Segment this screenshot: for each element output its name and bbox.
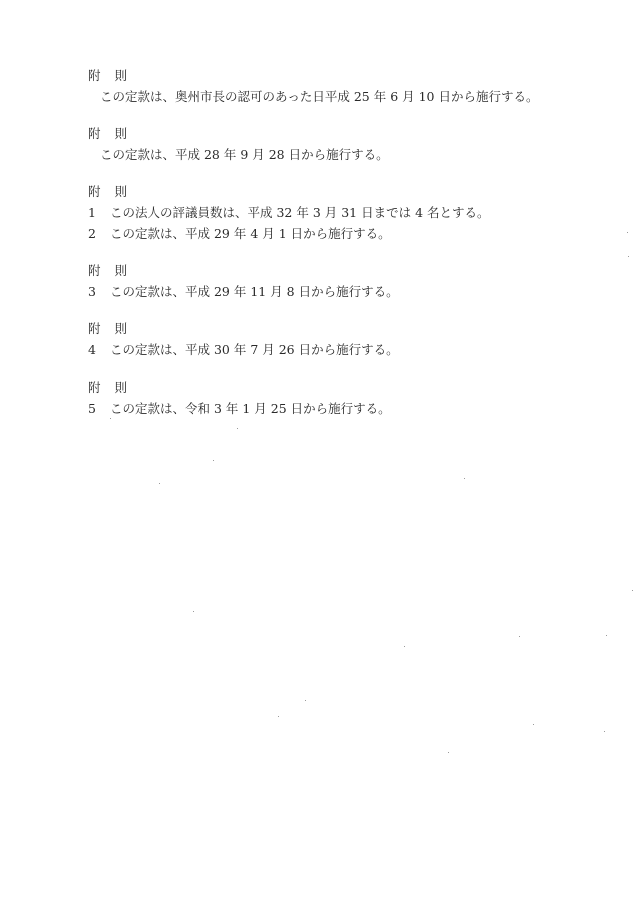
provision-line (88, 339, 608, 360)
heading-char-1: 附 (88, 126, 101, 141)
heading-char-2: 則 (114, 68, 128, 83)
section-heading (88, 124, 608, 144)
scan-speck (404, 646, 405, 647)
scan-speck (519, 636, 520, 637)
provision-text: この法人の評議員数は、平成 32 年 3 月 31 日までは 4 名とする。 (110, 205, 490, 220)
supplementary-provision-4 (88, 261, 608, 302)
provision-line (88, 281, 608, 302)
section-heading (88, 319, 608, 339)
item-number: 1 (88, 205, 96, 220)
section-heading (88, 378, 608, 398)
item-number: 4 (88, 342, 96, 357)
provision-text: この定款は、平成 30 年 7 月 26 日から施行する。 (110, 342, 399, 357)
item-number: 3 (88, 284, 96, 299)
supplementary-provision-2 (88, 124, 608, 165)
scan-speck (213, 460, 214, 461)
supplementary-provision-1 (88, 66, 608, 107)
scan-speck (448, 752, 449, 753)
scan-speck (628, 256, 629, 257)
scan-speck (627, 232, 628, 233)
provision-line (88, 223, 608, 244)
scan-speck (604, 731, 605, 732)
heading-char-2: 則 (114, 126, 128, 141)
provision-line (88, 398, 608, 419)
provision-text: この定款は、平成 29 年 4 月 1 日から施行する。 (110, 226, 391, 241)
heading-char-2: 則 (114, 184, 128, 199)
heading-char-1: 附 (88, 263, 101, 278)
provision-text: この定款は、平成 29 年 11 月 8 日から施行する。 (110, 284, 399, 299)
scan-speck (237, 428, 238, 429)
heading-char-1: 附 (88, 321, 101, 336)
scan-speck (278, 716, 279, 717)
scan-speck (632, 590, 633, 591)
heading-char-1: 附 (88, 68, 101, 83)
provision-line (88, 202, 608, 223)
heading-char-1: 附 (88, 184, 101, 199)
heading-char-2: 則 (114, 321, 128, 336)
scan-speck (305, 700, 306, 701)
supplementary-provision-6 (88, 378, 608, 419)
section-heading (88, 182, 608, 202)
heading-char-1: 附 (88, 380, 101, 395)
scan-speck (533, 724, 534, 725)
scan-speck (464, 478, 465, 479)
section-heading (88, 261, 608, 281)
scan-speck (110, 418, 111, 419)
supplementary-provision-5 (88, 319, 608, 360)
item-number: 5 (88, 401, 96, 416)
provision-line (88, 86, 608, 107)
scan-speck (193, 611, 194, 612)
scan-speck (159, 483, 160, 484)
provision-text: この定款は、令和 3 年 1 月 25 日から施行する。 (110, 401, 391, 416)
item-number: 2 (88, 226, 96, 241)
heading-char-2: 則 (114, 380, 128, 395)
heading-char-2: 則 (114, 263, 128, 278)
provision-text: この定款は、奥州市長の認可のあった日平成 25 年 6 月 10 日から施行する。 (100, 89, 539, 104)
provision-text: この定款は、平成 28 年 9 月 28 日から施行する。 (100, 147, 389, 162)
supplementary-provision-3 (88, 182, 608, 244)
section-heading (88, 66, 608, 86)
scan-speck (606, 635, 607, 636)
provision-line (88, 144, 608, 165)
